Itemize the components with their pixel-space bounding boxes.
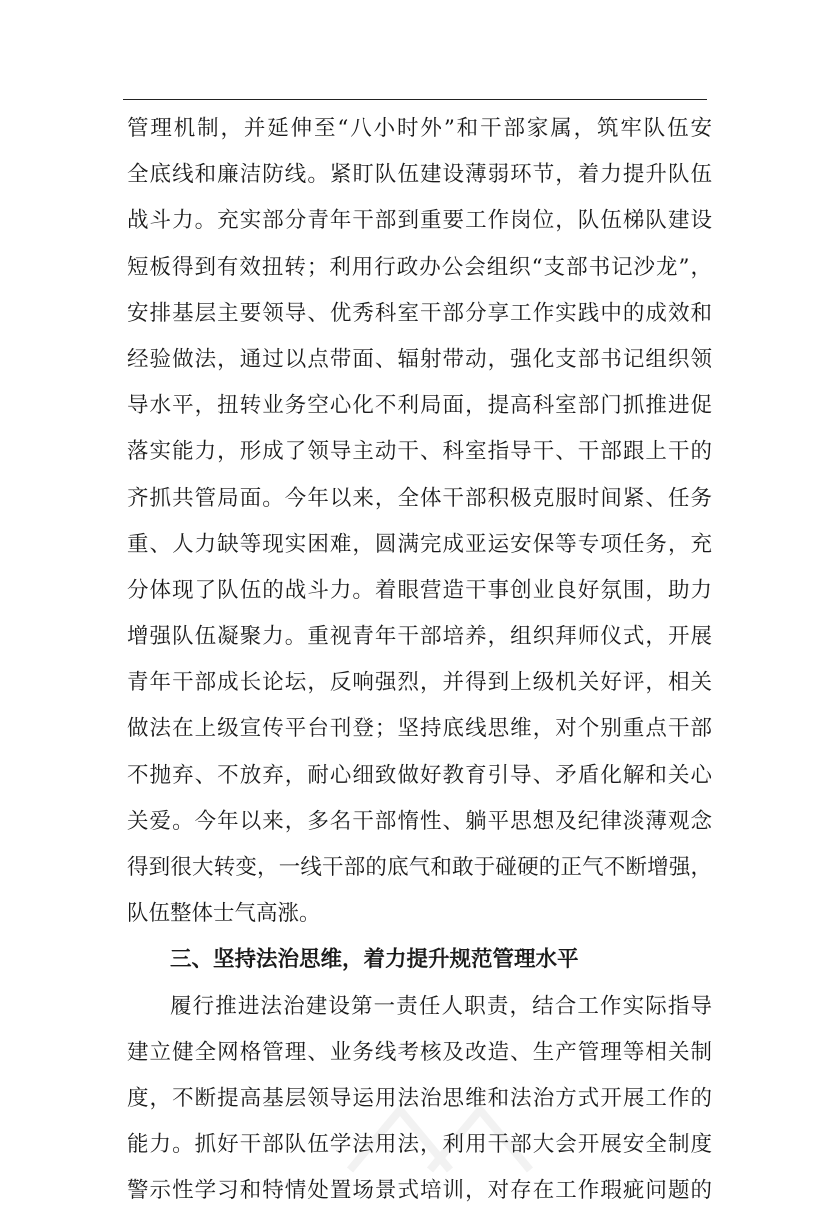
text-line: 战斗力。充实部分青年干部到重要工作岗位，队伍梯队建设 xyxy=(127,208,712,234)
text-line: 队伍整体士气高涨。 xyxy=(127,901,321,927)
text-line: 警示性学习和特情处置场景式培训，对存在工作瑕疵问题的 xyxy=(127,1178,712,1204)
text-line: 经验做法，通过以点带面、辐射带动，强化支部书记组织领 xyxy=(127,346,712,372)
text-line: 能力。抓好干部队伍学法用法，利用干部大会开展安全制度 xyxy=(127,1132,712,1158)
section-heading: 三、坚持法治思维，着力提升规范管理水平 xyxy=(170,947,579,973)
text-line: 齐抓共管局面。今年以来，全体干部积极克服时间紧、任务 xyxy=(127,485,712,511)
header-rule xyxy=(123,99,707,100)
text-line: 重、人力缺等现实困难，圆满完成亚运安保等专项任务，充 xyxy=(127,531,712,557)
text-line: 得到很大转变，一线干部的底气和敢于碰硬的正气不断增强， xyxy=(127,855,712,880)
text-line: 安排基层主要领导、优秀科室干部分享工作实践中的成效和 xyxy=(127,300,712,326)
text-line: 履行推进法治建设第一责任人职责，结合工作实际指导 xyxy=(170,993,712,1019)
text-line: 短板得到有效扭转；利用行政办公会组织“支部书记沙龙”， xyxy=(127,254,712,280)
text-line: 全底线和廉洁防线。紧盯队伍建设薄弱环节，着力提升队伍 xyxy=(127,162,712,188)
text-line: 建立健全网格管理、业务线考核及改造、生产管理等相关制 xyxy=(127,1039,712,1065)
text-line: 不抛弃、不放弃，耐心细致做好教育引导、矛盾化解和关心 xyxy=(127,762,712,788)
document-body xyxy=(127,106,712,1215)
text-line: 青年干部成长论坛，反响强烈，并得到上级机关好评，相关 xyxy=(127,670,712,696)
text-line: 分体现了队伍的战斗力。着眼营造干事创业良好氛围，助力 xyxy=(127,577,712,603)
text-line: 关爱。今年以来，多名干部惰性、躺平思想及纪律淡薄观念 xyxy=(127,808,712,834)
text-line: 增强队伍凝聚力。重视青年干部培养，组织拜师仪式，开展 xyxy=(127,624,712,650)
text-line: 导水平，扭转业务空心化不利局面，提高科室部门抓推进促 xyxy=(127,393,712,419)
text-line: 度，不断提高基层领导运用法治思维和法治方式开展工作的 xyxy=(127,1085,712,1111)
text-line: 管理机制，并延伸至“八小时外”和干部家属，筑牢队伍安 xyxy=(127,116,712,141)
text-line: 做法在上级宣传平台刊登；坚持底线思维，对个别重点干部 xyxy=(127,716,712,742)
text-line: 落实能力，形成了领导主动干、科室指导干、干部跟上干的 xyxy=(127,439,712,465)
